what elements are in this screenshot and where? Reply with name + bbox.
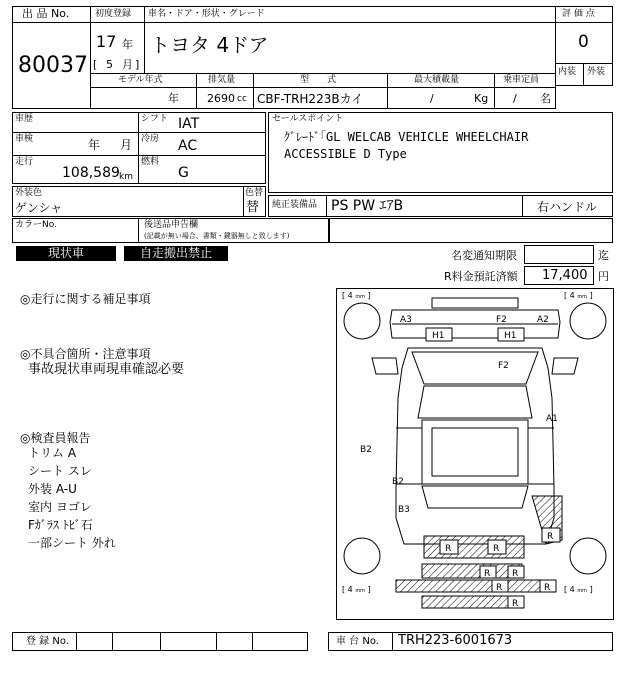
type-label: 型 式 (300, 75, 337, 85)
mark-b2-side: B2 (360, 445, 372, 455)
displacement-label: 排気量 (208, 75, 236, 85)
vehicle-name: トヨタ 4ドア (150, 33, 269, 57)
displacement-value: 2690 (207, 92, 235, 105)
no-self-drive-banner: 自走搬出禁止 (124, 246, 228, 261)
mileage-value: 108,589 (62, 165, 120, 181)
month-bracket-close: ] (135, 58, 140, 71)
history-box (12, 112, 266, 184)
recycle-fee-unit: 円 (598, 270, 609, 283)
inspection-label: 車検 (15, 134, 34, 144)
color-number-label: カラーNo. (15, 220, 57, 230)
name-change-box (524, 245, 594, 264)
evaluation-score: 0 (578, 32, 589, 52)
max-load-slash: / (430, 92, 434, 105)
inspection-year-unit: 年 (88, 138, 101, 152)
first-registration-month: 5 (106, 58, 113, 71)
inspection-month-unit: 月 (120, 138, 133, 152)
tire-top-left-label: [ 4 mm ] (342, 291, 371, 300)
driving-notes-title: ◎走行に関する補足事項 (20, 292, 151, 306)
model-year-unit: 年 (168, 92, 179, 105)
roof (422, 420, 528, 484)
mark-h1-right: H1 (504, 331, 517, 341)
shift-value: IAT (178, 116, 200, 132)
exterior-grade-label: 外装 (587, 67, 606, 77)
ac-value: AC (178, 138, 198, 154)
recycle-fee-label: R料金預託済額 (444, 270, 518, 283)
wheel-rear-left (344, 538, 380, 574)
color-label: 外装色 (15, 188, 43, 198)
tire-bottom-left-label: [ 4 mm ] (342, 585, 371, 594)
vehicle-damage-diagram (336, 288, 614, 620)
mark-r: R (445, 544, 452, 554)
interior-grade-label: 内装 (558, 67, 577, 77)
sales-point-label: セールスポイント (272, 114, 344, 124)
current-car-banner: 現状車 (16, 246, 116, 261)
month-bracket-open: [ (93, 58, 98, 71)
mark-a3: A3 (400, 315, 412, 325)
tire-top-right-label: [ 4 mm ] (564, 291, 593, 300)
inspector-line: 外装 A-U (28, 482, 77, 496)
mark-r: R (484, 569, 491, 579)
tire-bottom-right-label: [ 4 mm ] (564, 585, 593, 594)
year-unit: 年 (122, 38, 133, 51)
chassis-number-label: 車 台 No. (336, 636, 379, 647)
equipment-value: PS PW ｴｱB (331, 198, 404, 214)
mark-b3: B3 (398, 505, 410, 515)
name-change-unit: 迄 (598, 249, 609, 262)
color-value: ゲンシャ (15, 201, 63, 215)
mark-f2-front: F2 (496, 315, 507, 325)
evaluation-label: 評 価 点 (562, 9, 595, 19)
displacement-unit: cc (237, 94, 247, 104)
vehicle-type: CBF-TRH223Bカイ (257, 92, 364, 106)
recycle-fee-value: 17,400 (542, 268, 588, 283)
mark-r: R (547, 532, 554, 542)
history-label: 車歴 (15, 114, 34, 124)
lot-number: 80037 (18, 53, 88, 78)
inspector-report-title: ◎検査員報告 (20, 431, 91, 445)
equipment-label: 純正装備品 (272, 200, 318, 210)
mark-b2-rear: B2 (392, 477, 404, 487)
inspector-line: 一部シート 外れ (28, 536, 116, 550)
color-change-value: 替 (246, 200, 260, 215)
shift-label: シフト (141, 114, 169, 124)
registration-number-label: 登 録 No. (26, 636, 69, 647)
max-load-unit: Kg (474, 92, 489, 105)
wheel-rear-right (570, 538, 606, 574)
mark-a2: A2 (537, 315, 549, 325)
first-registration-label: 初度登録 (95, 9, 132, 19)
capacity-slash: / (513, 92, 517, 105)
inspector-line: シート スレ (28, 464, 92, 478)
capacity-label: 乗車定員 (503, 75, 540, 85)
lot-number-label: 出 品 No. (22, 7, 70, 20)
mark-h1-left: H1 (432, 331, 445, 341)
model-year-label: モデル年式 (118, 75, 163, 85)
vehicle-name-label: 車名・ドア・形状・グレード (148, 9, 265, 19)
wheel-front-right (570, 303, 606, 339)
sales-point-line-2: ACCESSIBLE D Type (284, 147, 407, 161)
mileage-unit: km (119, 172, 133, 182)
grille (432, 298, 518, 308)
month-unit: 月 (122, 58, 133, 71)
inspector-line: 室内 ヨゴレ (28, 500, 92, 514)
aftermarket-value-box (329, 218, 613, 243)
aftermarket-label: 後送品申告欄 (144, 220, 199, 230)
wheel-front-left (344, 303, 380, 339)
defects-title: ◎不具合箇所・注意事項 (20, 347, 151, 361)
mileage-label: 走行 (15, 157, 34, 167)
name-change-label: 名変通知期限 (451, 249, 517, 262)
capacity-unit: 名 (540, 92, 551, 105)
chassis-number: TRH223-6001673 (398, 633, 513, 648)
mark-r: R (544, 583, 551, 593)
hatched-rear-bumper (424, 536, 524, 558)
mark-a1: A1 (546, 414, 558, 424)
ac-label: 冷房 (141, 134, 160, 144)
fuel-label: 燃料 (141, 157, 160, 167)
color-change-label: 色替 (245, 188, 264, 198)
car-body (396, 348, 554, 544)
inspector-line: トリム A (28, 446, 77, 460)
mark-f2-hood: F2 (498, 361, 509, 371)
max-load-label: 最大積載量 (414, 75, 460, 85)
mark-r: R (512, 599, 519, 609)
mark-r: R (512, 569, 519, 579)
mark-r: R (496, 583, 503, 593)
sales-point-line-1: ｸﾞﾚｰﾄﾞ｢GL WELCAB VEHICLE WHEELCHAIR (284, 130, 529, 144)
first-registration-year: 17 (96, 32, 117, 51)
aftermarket-note: (記載が無い場合、書類・鍵器無しと致します) (144, 232, 290, 240)
handle-value: 右ハンドル (537, 200, 598, 214)
fuel-value: G (178, 165, 189, 181)
defects-text: 事故現状車両現車確認必要 (28, 362, 185, 377)
mark-r: R (493, 544, 500, 554)
inspector-line: Fｶﾞﾗｽ ﾄﾋﾞ石 (28, 518, 93, 532)
